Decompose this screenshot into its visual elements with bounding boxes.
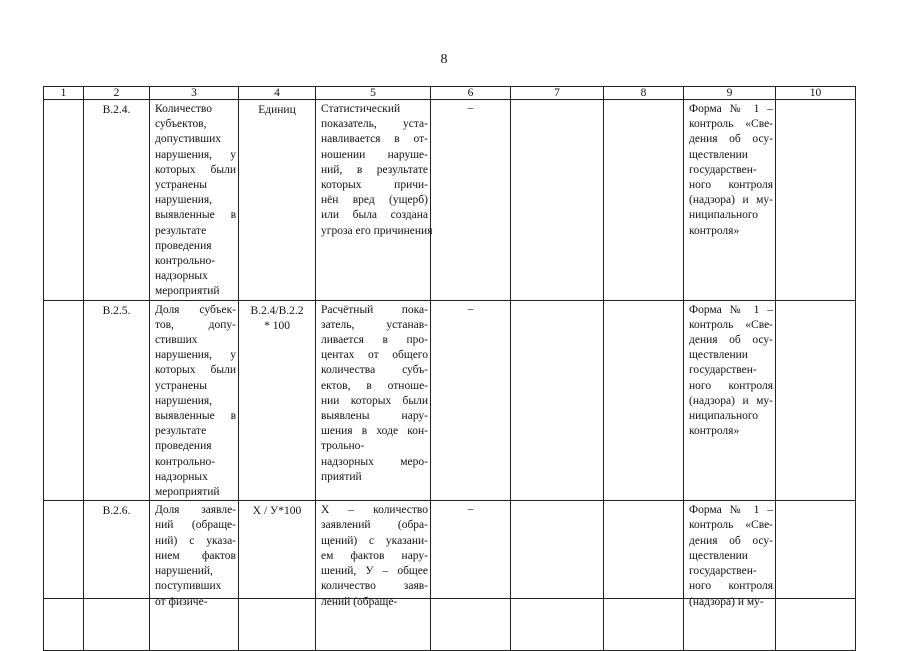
text-line: * 100: [264, 319, 290, 332]
text-line: Форма № 1 –: [689, 303, 773, 316]
text-line: тов, допу-: [155, 318, 236, 331]
indicator-table-container: [43, 86, 855, 608]
text-line: количества субъ-: [321, 364, 428, 377]
column-header-4: 4: [239, 87, 316, 100]
text-line: государствен-: [689, 364, 757, 377]
text-line: приятий: [321, 470, 362, 483]
column-header-2: 2: [84, 87, 150, 100]
text-line: надзорных: [155, 270, 208, 283]
text-line: ниципального: [689, 209, 759, 222]
text-line: ем фактов нару-: [321, 549, 428, 562]
indicator-code-cell: В.2.6.: [84, 501, 150, 651]
text-line: ного контроля: [689, 179, 773, 192]
row-number-cell: [44, 300, 84, 501]
column-header-5: 5: [316, 87, 431, 100]
text-line: Количество: [155, 103, 212, 115]
text-line: В.2.4/В.2.2: [250, 304, 304, 317]
text-line: ного контроля: [689, 379, 773, 392]
text-line: (надзора) и му-: [689, 194, 773, 207]
indicator-name-cell: [150, 300, 239, 501]
text-line: дения об осу-: [689, 534, 773, 547]
text-line: контроль «Све-: [689, 118, 773, 131]
text-line: нён вред (ущерб): [321, 194, 428, 207]
indicator-code-cell: В.2.5.: [84, 300, 150, 501]
column-8-cell: [604, 501, 684, 651]
text-line: центах от общего: [321, 349, 428, 362]
text-line: которых были: [155, 163, 236, 176]
text-line: нарушения, у: [155, 349, 236, 362]
text-line: ний (обраще-: [155, 519, 236, 532]
text-line: мероприятий: [155, 486, 220, 499]
text-line: количество заяв-: [321, 580, 428, 593]
text-line: мероприятий: [155, 285, 220, 298]
description-cell: [316, 501, 431, 651]
column-header-3: 3: [150, 87, 239, 100]
text-line: надзорных меро-: [321, 455, 428, 468]
data-source-cell: [684, 100, 776, 301]
text-line: допустивших: [155, 133, 221, 146]
page-number: 8: [440, 52, 448, 67]
column-header-8: 8: [604, 87, 684, 100]
column-header-1: 1: [44, 87, 84, 100]
text-line: навливается в от-: [321, 133, 428, 146]
text-line: щений) с указани-: [321, 534, 428, 547]
text-line: контрольно-: [155, 255, 216, 268]
text-line: ного контроля: [689, 580, 773, 593]
row-number-cell: [44, 100, 84, 301]
column-10-cell: [776, 300, 856, 501]
column-7-cell: [511, 300, 604, 501]
text-line: ществлении: [689, 148, 748, 161]
text-line: лений (обраще-: [321, 595, 398, 608]
text-line: государствен-: [689, 163, 757, 176]
text-line: ектов, в отноше-: [321, 379, 428, 392]
text-line: ний) с указа-: [155, 534, 236, 547]
text-line: трольно-: [321, 440, 365, 453]
data-source-cell: [684, 501, 776, 651]
text-line: контроля»: [689, 425, 740, 438]
text-line: затель, устанав-: [321, 318, 428, 331]
text-line: (надзора) и му-: [689, 394, 773, 407]
text-line: устранены: [155, 179, 208, 192]
text-line: показатель, уста-: [321, 118, 428, 131]
indicator-name-cell: [150, 100, 239, 301]
column-header-7: 7: [511, 87, 604, 100]
unit-formula-cell: [239, 100, 316, 301]
column-10-cell: [776, 100, 856, 301]
text-line: от физиче-: [155, 595, 208, 608]
text-line: Статистический: [321, 103, 401, 115]
text-line: выявленные в: [155, 209, 236, 222]
text-line: Доля субъек-: [155, 303, 236, 316]
text-line: выявлены нару-: [321, 410, 428, 423]
text-line: поступивших: [155, 580, 222, 593]
column-7-cell: [511, 501, 604, 651]
unit-formula-cell: [239, 300, 316, 501]
text-line: Форма № 1 –: [689, 504, 773, 517]
indicator-table: [43, 86, 856, 651]
column-6-cell: –: [431, 300, 511, 501]
text-line: ществлении: [689, 349, 748, 362]
text-line: шений, У – общее: [321, 565, 428, 578]
text-line: ливается в про-: [321, 334, 428, 347]
row-number-cell: [44, 501, 84, 651]
text-line: X – количество: [321, 504, 428, 517]
text-line: стивших: [155, 334, 198, 347]
text-line: дения об осу-: [689, 133, 773, 146]
text-line: дения об осу-: [689, 334, 773, 347]
column-header-6: 6: [431, 87, 511, 100]
text-line: контроль «Све-: [689, 318, 773, 331]
text-line: нием фактов: [155, 549, 236, 562]
text-line: нарушения,: [155, 194, 213, 207]
indicator-code-cell: В.2.4.: [84, 100, 150, 301]
indicator-name-cell: [150, 501, 239, 651]
data-source-cell: [684, 300, 776, 501]
text-line: нарушений,: [155, 565, 213, 578]
text-line: которых были: [155, 364, 236, 377]
column-number-row: [44, 87, 856, 100]
column-header-10: 10: [776, 87, 856, 100]
column-6-cell: –: [431, 501, 511, 651]
column-10-cell: [776, 501, 856, 651]
text-line: или была создана: [321, 209, 428, 222]
column-6-cell: –: [431, 100, 511, 301]
table-body: [44, 100, 856, 651]
text-line: нарушения,: [155, 394, 213, 407]
text-line: Расчётный пока-: [321, 303, 428, 316]
text-line: (надзора) и му-: [689, 595, 764, 608]
text-line: ношении наруше-: [321, 148, 428, 161]
text-line: субъектов,: [155, 118, 207, 131]
column-header-9: 9: [684, 87, 776, 100]
column-8-cell: [604, 300, 684, 501]
unit-formula-cell: [239, 501, 316, 651]
text-line: заявлений (обра-: [321, 519, 428, 532]
text-line: Доля заявле-: [155, 504, 236, 517]
text-line: устранены: [155, 379, 208, 392]
column-7-cell: [511, 100, 604, 301]
text-line: нарушения, у: [155, 148, 236, 161]
text-line: выявленные в: [155, 410, 236, 423]
text-line: ществлении: [689, 549, 748, 562]
description-cell: [316, 300, 431, 501]
table-row: [44, 501, 856, 651]
text-line: которых причи-: [321, 179, 428, 192]
text-line: надзорных: [155, 470, 208, 483]
text-line: контроля»: [689, 224, 740, 237]
text-line: шения в ходе кон-: [321, 425, 428, 438]
text-line: контроль «Све-: [689, 519, 773, 532]
description-cell: [316, 100, 431, 301]
text-line: X / У*100: [252, 505, 302, 518]
table-row: [44, 100, 856, 301]
text-line: контрольно-: [155, 455, 216, 468]
text-line: нии которых были: [321, 394, 428, 407]
text-line: проведения: [155, 239, 212, 252]
text-line: Единиц: [258, 104, 296, 116]
text-line: угроза его причинения: [321, 224, 433, 237]
table-row: [44, 300, 856, 501]
text-line: результате: [155, 224, 207, 237]
text-line: результате: [155, 425, 207, 438]
text-line: ниципального: [689, 410, 759, 423]
text-line: проведения: [155, 440, 212, 453]
column-8-cell: [604, 100, 684, 301]
text-line: государствен-: [689, 565, 757, 578]
text-line: ний, в результате: [321, 163, 428, 176]
text-line: Форма № 1 –: [689, 103, 773, 115]
